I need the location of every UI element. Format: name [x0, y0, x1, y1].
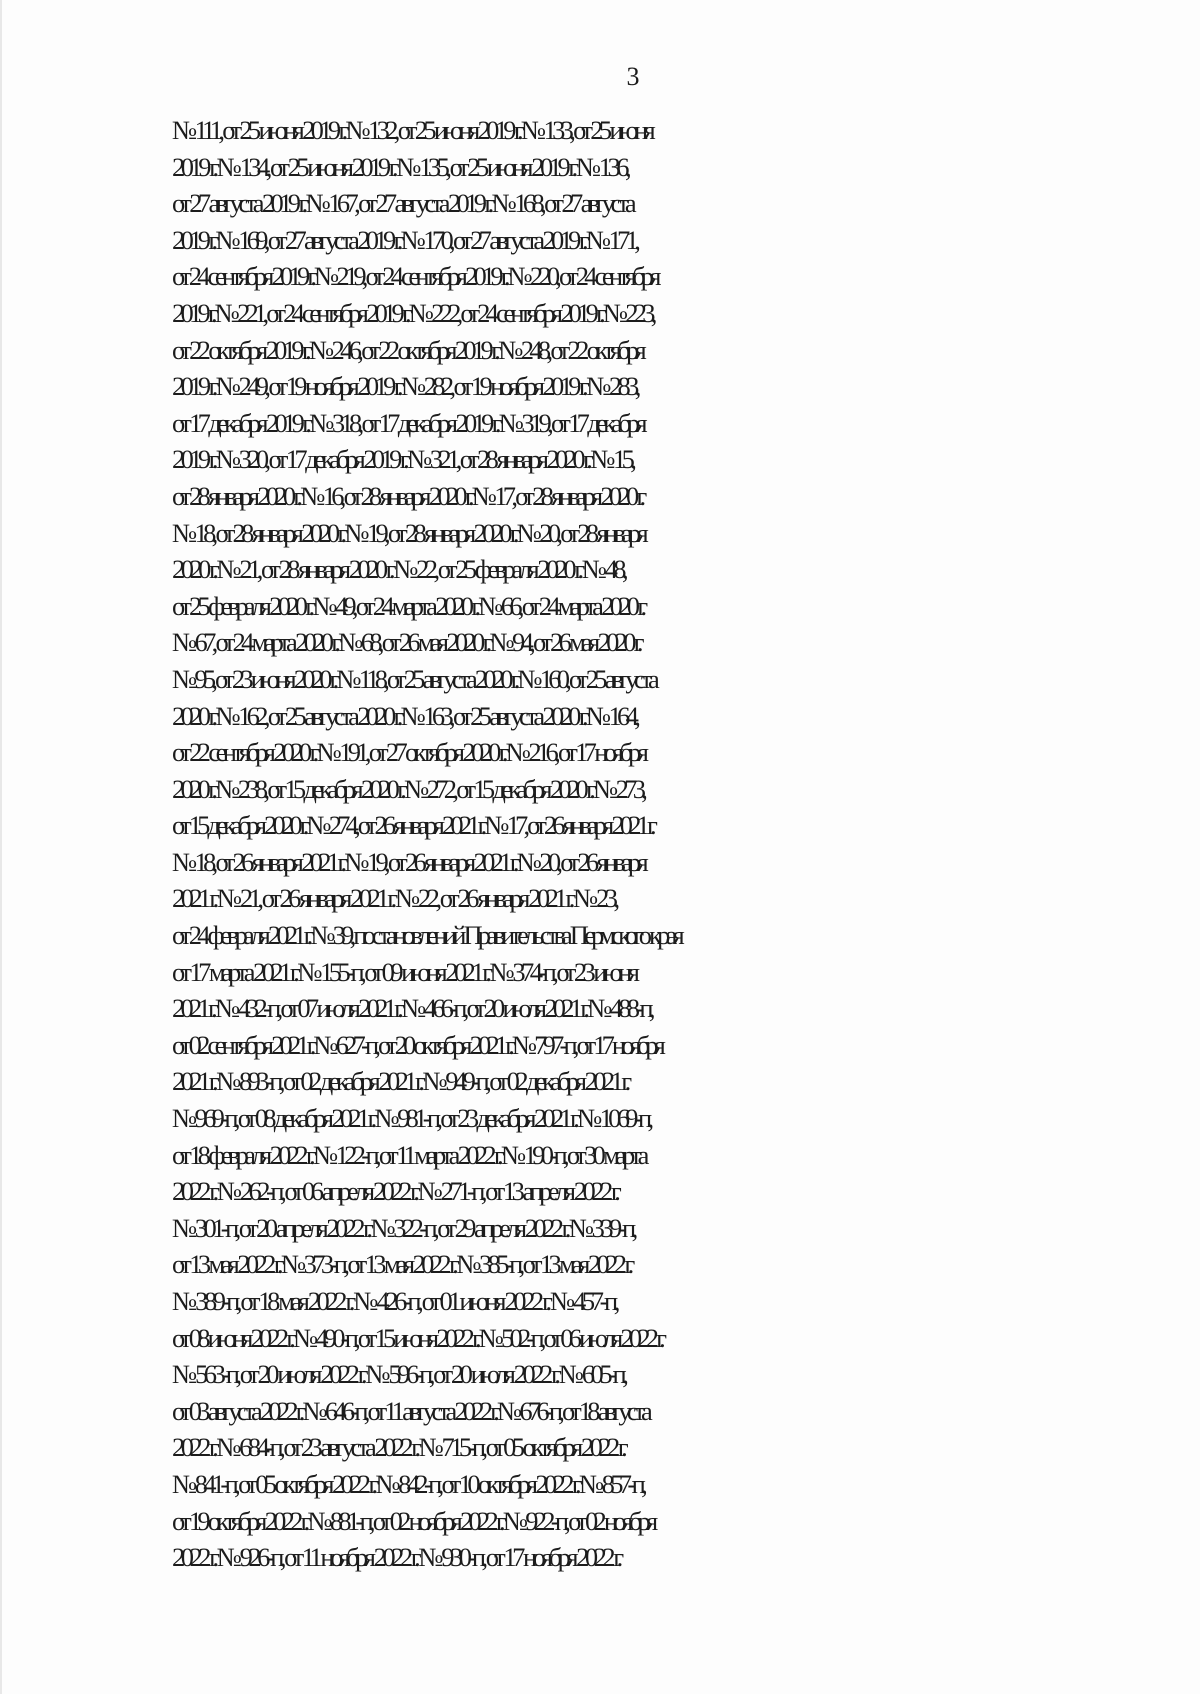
text-line: № 18, от 26 января 2021 г. № 19, от 26 января 2021 г. № 20, от 26 января	[172, 846, 644, 877]
text-line: 2021 г. № 432-п, от 07 июля 2021 г. № 466-п, от 20 июля 2021 г. № 488-п,	[172, 993, 651, 1024]
page-number: 3	[626, 62, 640, 91]
text-line: 2020 г. № 238, от 15 декабря 2020 г. № 272, от 15 декабря 2020 г. № 273,	[172, 773, 644, 804]
text-line: от 18 февраля 2022 г. № 122-п, от 11 марта 2022 г. № 190-п, от 30 марта	[172, 1139, 645, 1170]
text-line: № 111, от 25 июня 2019 г. № 132, от 25 июня 2019 г. № 133, от 25 июня	[172, 115, 652, 145]
text-line: от 08 июня 2022 г. № 490-п, от 15 июня 2022 г. № 502-п, от 06 июля 2022 г.	[172, 1322, 662, 1353]
text-line: от 19 октября 2022 г. № 881-п, от 02 ноября 2022 г. № 922-п, от 02 ноября	[172, 1505, 654, 1536]
text-line: № 301-п, от 20 апреля 2022 г. № 322-п, от 29 апреля 2022 г. № 339-п,	[172, 1212, 634, 1243]
text-line: № 841-п, от 05 октября 2022 г. № 842-п, от 10 октября 2022 г. № 857-п,	[172, 1468, 644, 1499]
text-line: от 02 сентября 2021 г. № 627-п, от 20 октября 2021 г. № 797-п, от 17 ноября	[172, 1029, 662, 1060]
text-line: № 18, от 28 января 2020 г. № 19, от 28 января 2020 г. № 20, от 28 января	[172, 517, 644, 548]
text-line: от 17 марта 2021 г. № 155-п, от 09 июня 2021 г. № 374-п, от 23 июня	[172, 956, 636, 987]
document-body-text	[172, 112, 1088, 1576]
text-line: от 03 августа 2022 г. № 646-п, от 11 августа 2022 г. № 676-п, от 18 августа	[172, 1395, 649, 1426]
text-line: от 27 августа 2019 г. № 167, от 27 августа 2019 г. № 168, от 27 августа	[172, 188, 633, 219]
text-line: 2022 г. № 262-п, от 06 апреля 2022 г. № 271-п, от 13 апреля 2022 г.	[172, 1176, 617, 1207]
text-line: 2019 г. № 169, от 27 августа 2019 г. № 170, от 27 августа 2019 г. № 171,	[172, 224, 637, 255]
text-line: от 13 мая 2022 г. № 373-п, от 13 мая 2022 г. № 385-п, от 13 мая 2022 г.	[172, 1249, 630, 1280]
text-line: № 95, от 23 июня 2020 г. № 118, от 25 августа 2020 г. № 160, от 25 августа	[172, 663, 655, 694]
text-line: 2021 г. № 21, от 26 января 2021 г. № 22, от 26 января 2021 г. № 23,	[172, 883, 616, 914]
text-line: 2019 г. № 320, от 17 декабря 2019 г. № 321, от 28 января 2020 г. № 15,	[172, 444, 633, 475]
text-line: № 389-п, от 18 мая 2022 г. № 426-п, от 01 июня 2022 г. № 457-п,	[172, 1286, 617, 1316]
text-line: от 15 декабря 2020 г. № 274, от 26 января 2021 г. № 17, от 26 января 2021 г.	[172, 810, 652, 841]
text-line: 2019 г. № 134, от 25 июня 2019 г. № 135, от 25 июня 2019 г. № 136,	[172, 151, 628, 182]
text-line: от 25 февраля 2020 г. № 49, от 24 марта 2020 г. № 66, от 24 марта 2020 г.	[172, 590, 643, 621]
text-line: 2022 г. № 684-п, от 23 августа 2022 г. № 715-п, от 05 октября 2022 г.	[172, 1432, 624, 1463]
text-line: 2021 г. № 893-п, от 02 декабря 2021 г. № 949-п, от 02 декабря 2021 г.	[172, 1066, 627, 1097]
text-line: от 22 октября 2019 г. № 246, от 22 октября 2019 г. № 248, от 22 октября	[172, 334, 643, 365]
text-line: 2022 г. № 926-п, от 11 ноября 2022 г. № 930-п, от 17 ноября 2022 г.	[172, 1542, 619, 1573]
text-line: № 67, от 24 марта 2020 г. № 68, от 26 мая 2020 г. № 94, от 26 мая 2020 г.	[172, 627, 639, 658]
text-line: 2019 г. № 221, от 24 сентября 2019 г. № 222, от 24 сентября 2019 г. № 223,	[172, 297, 653, 328]
text-line: 2019 г. № 249, от 19 ноября 2019 г. № 282, от 19 ноября 2019 г. № 283,	[172, 371, 637, 402]
text-line: № 563-п, от 20 июля 2022 г. № 596-п, от 20 июля 2022 г. № 605-п,	[172, 1359, 625, 1390]
text-line: от 24 февраля 2021 г. № 39, постановлений Правительства Пермского края	[172, 920, 680, 951]
text-line: от 17 декабря 2019 г. № 318, от 17 декабря 2019 г. № 319, от 17 декабря	[172, 407, 643, 438]
text-line: от 28 января 2020 г. № 16, от 28 января 2020 г. № 17, от 28 января 2020 г.	[172, 480, 642, 511]
text-line: № 969-п, от 08 декабря 2021 г. № 981-п, от 23 декабря 2021 г. № 1069-п,	[172, 1103, 650, 1134]
text-line: 2020 г. № 21, от 28 января 2020 г. № 22, от 25 февраля 2020 г. № 48,	[172, 554, 625, 585]
text-line: 2020 г. № 162, от 25 августа 2020 г. № 163, от 25 августа 2020 г. № 164,	[172, 700, 637, 731]
text-line: от 24 сентября 2019 г. № 219, от 24 сентября 2019 г. № 220, от 24 сентября	[172, 261, 657, 292]
text-line: от 22 сентября 2020 г. № 191, от 27 октября 2020 г. № 216, от 17 ноября	[172, 737, 645, 768]
scan-edge	[0, 0, 2, 1694]
